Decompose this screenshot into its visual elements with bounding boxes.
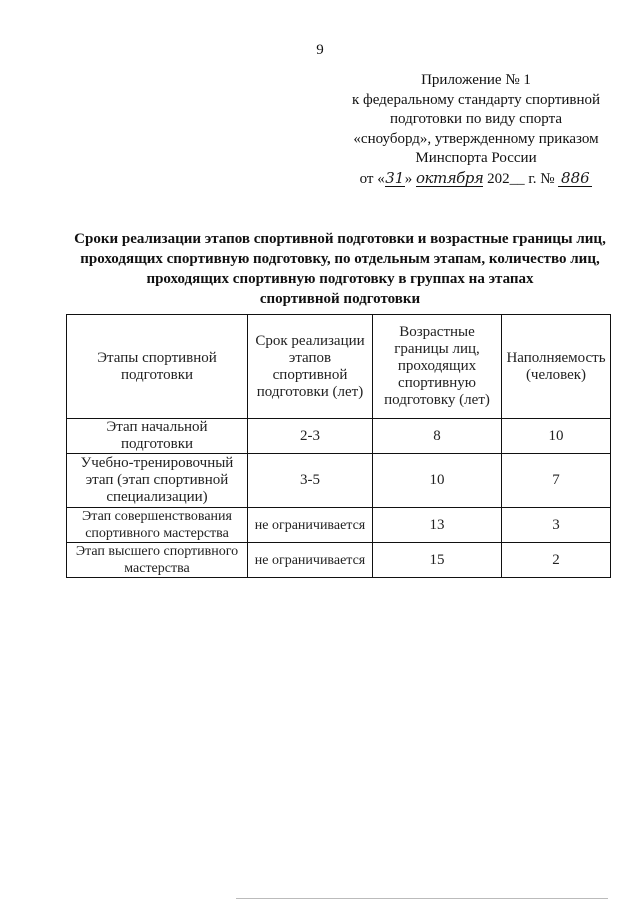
- appendix-line-2: к федеральному стандарту спортивной: [351, 91, 601, 108]
- table-row: [67, 454, 611, 508]
- number-label: г. №: [528, 170, 555, 187]
- cell-age: 10: [373, 454, 502, 508]
- cell-stage: Этап совершенствования спортивного мастерства: [67, 508, 248, 543]
- title-line-1: Сроки реализации этапов спортивной подготовки и возрастные границы лиц,: [74, 231, 606, 247]
- cell-count: 3: [502, 508, 611, 543]
- cell-stage: Учебно-тренировочный этап (этап спортивной специализации): [67, 454, 248, 508]
- cell-stage: Этап начальной подготовки: [67, 419, 248, 454]
- table-header-row: [67, 315, 611, 419]
- handwritten-order-number: 886: [558, 171, 592, 187]
- appendix-line-4: «сноуборд», утвержденному приказом: [353, 130, 599, 147]
- header-duration: Срок реализации этапов спортивной подготовки (лет): [248, 315, 373, 419]
- title-line-3: проходящих спортивную подготовку в группах на этапах: [146, 271, 534, 287]
- table-row: [67, 543, 611, 578]
- handwritten-day: 31: [385, 168, 405, 187]
- scan-edge-line: [236, 898, 608, 899]
- cell-count: 2: [502, 543, 611, 578]
- cell-count: 10: [502, 419, 611, 454]
- order-date-line: [344, 170, 608, 190]
- appendix-block: [344, 71, 608, 189]
- date-mid: »: [404, 170, 413, 187]
- title-line-2: проходящих спортивную подготовку, по отдельным этапам, количество лиц,: [80, 251, 600, 267]
- appendix-line-5: Минспорта России: [415, 150, 537, 166]
- title-line-4: спортивной подготовки: [259, 291, 421, 307]
- year: 202__: [487, 170, 525, 187]
- cell-duration: 2-3: [248, 419, 373, 454]
- cell-duration: не ограничивается: [248, 543, 373, 578]
- cell-duration: 3-5: [248, 454, 373, 508]
- date-prefix: от «: [359, 170, 385, 187]
- cell-stage: Этап высшего спортивного мастерства: [67, 543, 248, 578]
- appendix-title: Приложение № 1: [421, 72, 531, 88]
- cell-duration: не ограничивается: [248, 508, 373, 543]
- page-number: 9: [316, 42, 324, 58]
- header-stage: Этапы спортивной подготовки: [67, 315, 248, 419]
- appendix-line-3: подготовки по виду спорта: [390, 111, 562, 127]
- cell-age: 15: [373, 543, 502, 578]
- cell-age: 8: [373, 419, 502, 454]
- table-row: [67, 508, 611, 543]
- stages-table: [66, 314, 611, 578]
- table-row: [67, 419, 611, 454]
- cell-count: 7: [502, 454, 611, 508]
- handwritten-month: октября: [415, 168, 484, 187]
- header-age: Возрастные границы лиц, проходящих спортивную подготовку (лет): [373, 315, 502, 419]
- cell-age: 13: [373, 508, 502, 543]
- header-count: Наполняемость (человек): [502, 315, 611, 419]
- document-title: [60, 229, 620, 309]
